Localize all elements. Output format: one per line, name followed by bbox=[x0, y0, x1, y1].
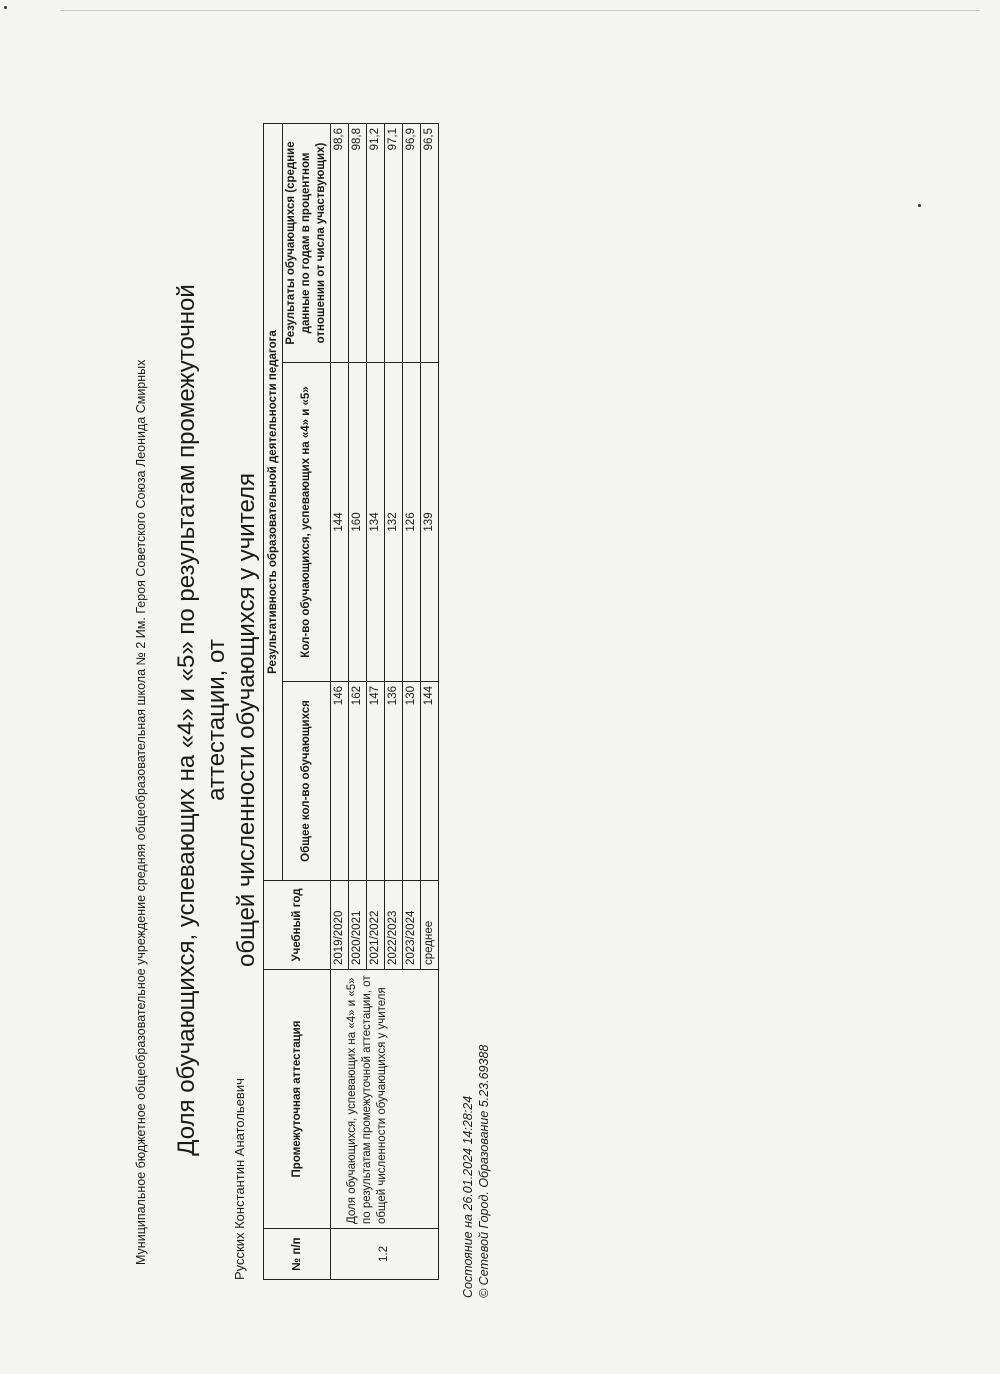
cell-total: 162 bbox=[349, 682, 367, 881]
group-header: Результативность образовательной деятельности педагога bbox=[264, 124, 283, 881]
copyright-notice: © Сетевой Город. Образование 5.23.69388 bbox=[477, 1044, 491, 1298]
teacher-name: Русских Константин Анатольевич bbox=[232, 1078, 247, 1280]
col-header-count45: Кол-во обучающихся, успевающих на «4» и «5» bbox=[283, 363, 331, 682]
status-timestamp: Состояние на 26.01.2024 14:28:24 bbox=[461, 1095, 475, 1298]
cell-total: 130 bbox=[403, 682, 421, 881]
scan-edge-line bbox=[60, 10, 980, 11]
document-title bbox=[172, 220, 262, 1220]
cell-year: 2021/2022 bbox=[367, 881, 385, 970]
cell-result: 91,2 bbox=[367, 124, 385, 363]
cell-total: 144 bbox=[421, 682, 439, 881]
cell-result: 96,5 bbox=[421, 124, 439, 363]
document-footer bbox=[460, 1045, 492, 1298]
cell-result: 98,8 bbox=[349, 124, 367, 363]
col-header-result: Результаты обучающихся (средние данные по годам в процентном отношении от числа участвующих) bbox=[283, 124, 331, 363]
cell-year: среднее bbox=[421, 881, 439, 970]
title-line-1: Доля обучающихся, успевающих на «4» и «5» по результатам промежуточной аттестации, от bbox=[173, 284, 230, 1156]
col-header-attestation: Промежуточная аттестация bbox=[264, 970, 331, 1229]
cell-total: 146 bbox=[331, 682, 349, 881]
cell-total: 147 bbox=[367, 682, 385, 881]
cell-result: 96,9 bbox=[403, 124, 421, 363]
cell-count45: 126 bbox=[403, 363, 421, 682]
cell-count45: 160 bbox=[349, 363, 367, 682]
cell-year: 2019/2020 bbox=[331, 881, 349, 970]
rotated-document-page bbox=[100, 50, 520, 1310]
table-row bbox=[331, 124, 349, 1280]
cell-result: 97,1 bbox=[385, 124, 403, 363]
cell-year: 2022/2023 bbox=[385, 881, 403, 970]
cell-count45: 134 bbox=[367, 363, 385, 682]
col-header-num: № п/п bbox=[264, 1229, 331, 1280]
row-label: Доля обучающихся, успевающих на «4» и «5» по результатам промежуточной аттестации, от общей численности обучающихся у учителя bbox=[331, 970, 439, 1229]
cell-total: 136 bbox=[385, 682, 403, 881]
cell-count45: 139 bbox=[421, 363, 439, 682]
organization-name: Муниципальное бюджетное общеобразовательное учреждение средняя общеобразовательная школа № 2 Им. Героя Советского Союза Леонида Смирных bbox=[134, 359, 148, 1265]
cell-count45: 144 bbox=[331, 363, 349, 682]
results-table bbox=[263, 123, 439, 1280]
scan-speck bbox=[918, 204, 921, 207]
title-line-2: общей численности обучающихся у учителя bbox=[233, 473, 260, 967]
cell-result: 98,6 bbox=[331, 124, 349, 363]
cell-year: 2023/2024 bbox=[403, 881, 421, 970]
cell-count45: 132 bbox=[385, 363, 403, 682]
cell-year: 2020/2021 bbox=[349, 881, 367, 970]
row-number: 1.2 bbox=[331, 1229, 439, 1280]
col-header-total: Общее кол-во обучающихся bbox=[283, 682, 331, 881]
scan-speck bbox=[4, 6, 7, 9]
col-header-year: Учебный год bbox=[264, 881, 331, 970]
